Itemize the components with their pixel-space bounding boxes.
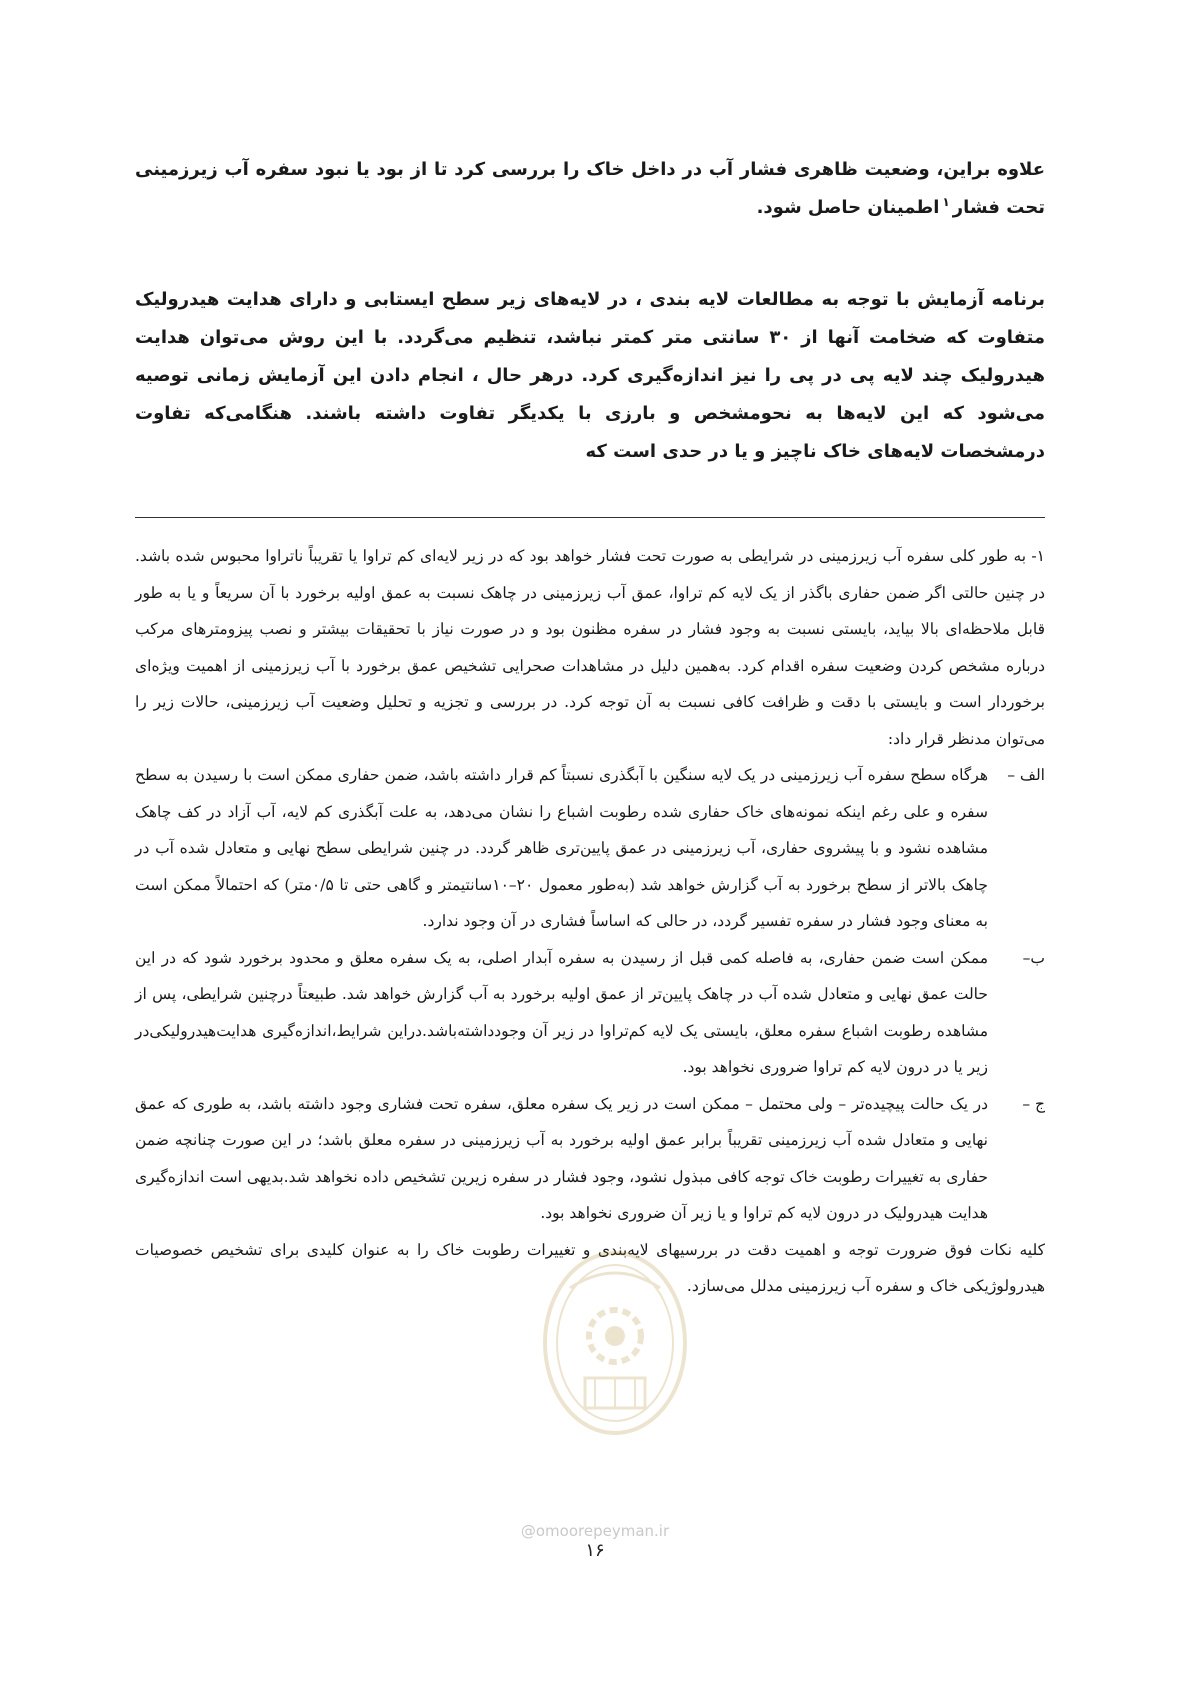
footnote-item-be: [135, 940, 1045, 1086]
footnote-block: [135, 538, 1045, 1305]
paragraph-1-tail: اطمینان حاصل شود.: [756, 197, 940, 218]
watermark-site-text: @omoorepeyman.ir: [520, 1522, 670, 1540]
footnote-reference-mark[interactable]: ۱: [942, 195, 950, 209]
page-number: ۱۶: [585, 1540, 605, 1561]
footnote-divider: [135, 517, 1045, 518]
footnote-item-text: هرگاه سطح سفره آب زیرزمینی در یک لایه سنگین با آبگذری نسبتاً کم قرار داشته باشد، ضمن حفاری ممکن است با رسیدن به سطح سفره و علی رغم اینکه نمونه‌های خاک حفاری شده رطوبت اشباع را نشان می‌دهد، به علت آبگذری کم لایه، آب آزاد در کف چاهک مشاهده نشود و با پیشروی حفاری، آب زیرزمینی در عمق پایین‌تری ظاهر گردد. در چنین شرایطی سطح نهایی و متعادل شده آب در چاهک بالاتر از سطح برخورد به آب گزارش خواهد شد (به‌طور معمول ۲۰–۱۰سانتیمتر و گاهی حتی تا ۰/۵متر) که احتمالاً ممکن است به معنای وجود فشار در سفره تفسیر گردد، در حالی که اساساً فشاری در آن وجود ندارد.: [135, 766, 988, 930]
body-paragraph-2: [135, 281, 1045, 471]
paragraph-1-text: علاوه براین، وضعیت ظاهری فشار آب در داخل خاک را بررسی کرد تا از بود یا نبود سفره آب زیرزمینی تحت فشار: [135, 159, 1045, 218]
footnote-item-label: ج –: [1022, 1094, 1045, 1113]
footnote-item-alef: [135, 757, 1045, 940]
footnote-item-jim: [135, 1086, 1045, 1232]
paragraph-2-text: برنامه آزمایش با توجه به مطالعات لایه بندی ، در لایه‌های زیر سطح ایستابی و دارای هدایت هیدرولیک متفاوت که ضخامت آنها از ۳۰ سانتی متر کمتر نباشد، تنظیم می‌گردد. با این روش می‌توان هدایت هیدرولیک چند لایه پی در پی را نیز اندازه‌گیری کرد. درهر حال ، انجام دادن این آزمایش زمانی توصیه می‌شود که این لایه‌ها به نحومشخص و بارزی با یکدیگر تفاوت داشته باشند. هنگامی‌که تفاوت درمشخصات لایه‌های خاک ناچیز و یا در حدی است که: [135, 289, 1045, 462]
footnote-item-label: الف –: [1007, 766, 1045, 784]
footnote-item-text: در یک حالت پیچیده‌تر – ولی محتمل – ممکن است در زیر یک سفره معلق، سفره تحت فشاری وجود داشته باشد، به طوری که عمق نهایی و متعادل شده آب زیرزمینی تقریباً برابر عمق اولیه برخورد به آب زیرزمینی در سفره معلق باشد؛ در این صورت چنانچه ضمن حفاری به تغییرات رطوبت خاک توجه کافی مبذول نشود، وجود فشار در سفره زیرین تشخیص داده نخواهد شد.بدیهی است اندازه‌گیری هدایت هیدرولیک در درون لایه کم تراوا و یا زیر آن ضروری نخواهد بود.: [135, 1094, 988, 1222]
body-paragraph-1: [135, 151, 1045, 227]
footnote-intro: ۱- به طور کلی سفره آب زیرزمینی در شرایطی به صورت تحت فشار خواهد بود که در زیر لایه‌ای کم تراوا یا تقریباً ناتراوا محبوس شده باشد. در چنین حالتی اگر ضمن حفاری باگذر از یک لایه کم تراوا، عمق آب زیرزمینی در چاهک نسبت به عمق اولیه برخورد با آن سریعاً و یا به طور قابل ملاحظه‌ای بالا بیاید، بایستی نسبت به وجود فشار در سفره مظنون بود و در صورت نیاز با تحقیقات بیشتر و نصب پیزومترهای مرکب درباره مشخص کردن وضعیت سفره اقدام کرد. به‌همین دلیل در مشاهدات صحرایی تشخیص عمق برخورد با آب زیرزمینی از اهمیت ویژه‌ای برخوردار است و بایستی با دقت و ظرافت کافی نسبت به آن توجه کرد. در بررسی و تجزیه و تحلیل وضعیت آب زیرزمینی، حالات زیر را می‌توان مدنظر قرار داد:: [135, 547, 1045, 748]
footnote-item-text: ممکن است ضمن حفاری، به فاصله کمی قبل از رسیدن به سفره آبدار اصلی، به یک سفره معلق و محدود برخورد شود که در این حالت عمق نهایی و متعادل شده آب در چاهک پایین‌تر از عمق اولیه برخورد به آب گزارش خواهد شد. طبیعتاً درچنین شرایطی، پس از مشاهده رطوبت اشباع سفره معلق، بایستی یک لایه کم‌تراوا در زیر آن وجودداشته‌باشد.دراین شرایط،اندازه‌گیری هدایت‌هیدرولیکی‌در زیر یا در درون لایه کم تراوا ضروری نخواهد بود.: [135, 948, 988, 1076]
footnote-item-label: ب–: [1022, 948, 1045, 967]
footnote-closing: کلیه نکات فوق ضرورت توجه و اهمیت دقت در بررسیهای لایه‌بندی و تغییرات رطوبت خاک را به عنوان کلیدی برای تشخیص خصوصیات هیدرولوژیکی خاک و سفره آب زیرزمینی مدلل می‌سازد.: [135, 1240, 1045, 1295]
